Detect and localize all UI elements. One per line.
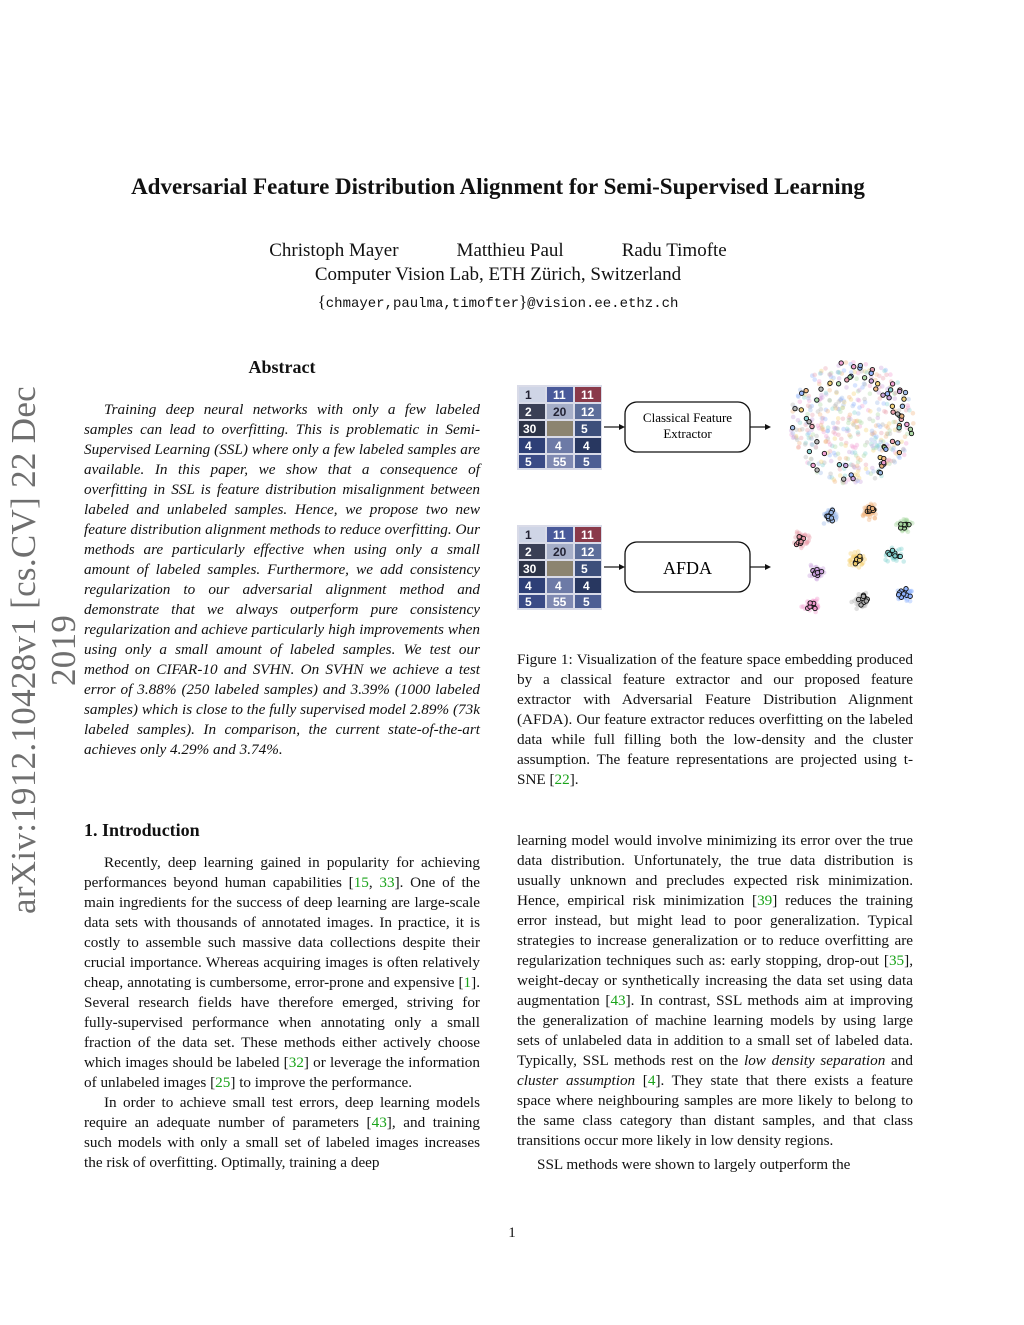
intro-column-left [84, 853, 480, 1173]
box-label: Extractor [663, 426, 712, 441]
tsne-point [815, 398, 819, 402]
tsne-point [822, 451, 826, 455]
tsne-point [829, 510, 833, 514]
tsne-point [857, 388, 862, 393]
tsne-point [847, 395, 852, 400]
tsne-point [791, 415, 796, 420]
tsne-point [864, 467, 869, 472]
tsne-point [836, 452, 841, 457]
tsne-plot-afda [792, 502, 915, 615]
digit-label: 5 [583, 455, 590, 469]
tsne-point [883, 558, 888, 563]
digit-label: 12 [581, 545, 595, 559]
tsne-point [899, 522, 903, 526]
section-heading: 1. Introduction [84, 820, 200, 840]
tsne-point [873, 436, 878, 441]
tsne-point [818, 371, 823, 376]
author-name: Matthieu Paul [456, 240, 564, 261]
tsne-point [812, 373, 817, 378]
tsne-point [810, 443, 815, 448]
tsne-point [904, 441, 909, 446]
tsne-point [890, 382, 894, 386]
tsne-point [827, 398, 832, 403]
tsne-point [908, 427, 912, 431]
tsne-point [851, 476, 855, 480]
tsne-point [815, 468, 819, 472]
tsne-point [799, 408, 803, 412]
tsne-point [879, 431, 884, 436]
citation-link[interactable]: 32 [288, 1054, 304, 1071]
tsne-point [837, 370, 842, 375]
tsne-point [829, 516, 833, 520]
paragraph: learning model would involve minimizing its error over the true data distribution. Unfortunately, the true data distribution is usually unknown and precludes expected risk minimization. Hence, empirical risk minimization [39] reduces the training error instead, but might lead to poor generalization. Typical strategies to increase generalization or to reduce overfitting are regularization techniques such as: early stopping, drop-out [35], weight-decay or synthetically increasing the data set using data augmentation [43]. In contrast, SSL methods aim at improving the generalization of machine learning models by using large sets of unlabeled data in addition to a small set of labeled data. Typically, SSL methods rest on the low density separation and cluster assumption [4]. They state that there exists a feature space where neighbouring samples are more likely to belong to the same class category than distant samples, and that class transitions occur more likely in low density regions. [517, 832, 913, 1149]
tsne-point [901, 447, 906, 452]
tsne-point [876, 382, 880, 386]
tsne-point [864, 599, 868, 603]
tsne-point [841, 406, 846, 411]
digit-label: 5 [525, 455, 532, 469]
tsne-point [908, 594, 912, 598]
tsne-point [884, 447, 888, 451]
tsne-point [897, 455, 902, 460]
tsne-point [844, 385, 849, 390]
tsne-point [891, 446, 896, 451]
abstract-heading: Abstract [248, 357, 316, 377]
digit-label: 2 [525, 545, 532, 559]
digit-label: 30 [523, 422, 537, 436]
tsne-point [799, 436, 804, 441]
digit-label: 5 [581, 422, 588, 436]
tsne-point [836, 416, 841, 421]
intro-column-right [517, 831, 913, 1175]
tsne-point [800, 391, 804, 395]
digit-image-grid-bottom [517, 525, 602, 610]
tsne-point [890, 548, 894, 552]
email-users: chmayer,paulma,timofter [325, 296, 519, 312]
tsne-point [869, 379, 873, 383]
citation-link[interactable]: 22 [554, 771, 570, 788]
tsne-point [793, 406, 797, 410]
tsne-point [809, 563, 814, 568]
tsne-point [842, 477, 846, 481]
tsne-point [863, 443, 868, 448]
paper-title: Adversarial Feature Distribution Alignment for Semi-Supervised Learning [131, 174, 865, 199]
tsne-plot-classical [789, 360, 916, 485]
figure-1-graphic [512, 350, 922, 625]
tsne-point [890, 439, 894, 443]
tsne-point [862, 453, 867, 458]
tsne-point [861, 514, 866, 519]
tsne-point [875, 400, 880, 405]
tsne-point [827, 388, 832, 393]
digit-label: 11 [581, 388, 594, 402]
tsne-point [895, 412, 899, 416]
tsne-point [833, 404, 838, 409]
tsne-point [873, 516, 878, 521]
tsne-point [829, 459, 834, 464]
tsne-point [838, 473, 843, 478]
tsne-point [895, 380, 900, 385]
tsne-point [896, 441, 900, 445]
tsne-point [832, 451, 837, 456]
tsne-point [843, 443, 848, 448]
tsne-point [836, 420, 841, 425]
digit-label: 4 [583, 579, 590, 593]
tsne-point [798, 400, 803, 405]
author-name: Radu Timofte [621, 240, 727, 261]
tsne-point [850, 444, 855, 449]
paragraph: In order to achieve small test errors, deep learning models require an adequate number of parameters [43], and training such models with only a small set of labeled images increases the risk of overfitting. Optimally, training a deep [84, 1094, 480, 1171]
tsne-point [893, 396, 898, 401]
tsne-point [818, 402, 823, 407]
tsne-point [838, 409, 843, 414]
tsne-point [839, 361, 843, 365]
tsne-point [887, 552, 891, 556]
tsne-point [837, 456, 842, 461]
tsne-point [897, 450, 901, 454]
tsne-point [890, 404, 894, 408]
tsne-point [799, 540, 803, 544]
tsne-point [841, 417, 846, 422]
tsne-point [879, 440, 884, 445]
tsne-point [806, 396, 811, 401]
tsne-point [811, 463, 815, 467]
tsne-point [848, 413, 853, 418]
tsne-point [900, 404, 904, 408]
tsne-point [864, 370, 869, 375]
citation-link[interactable]: 1 [463, 974, 472, 991]
tsne-point [846, 477, 851, 482]
tsne-point [819, 393, 824, 398]
caption-text: Visualization of the feature space embedding produced by a classical feature extractor and our proposed feature extractor with Adversarial Feature Distribution Alignment (AFDA). Our feature extractor reduces overfitting on the labeled data while full filling both the low-density and the cluster assumption. The feature representations are projected using t-SNE [ [517, 651, 914, 788]
digit-label: 20 [553, 405, 567, 419]
digit-label: 55 [553, 455, 567, 469]
tsne-point [881, 393, 885, 397]
tsne-point [802, 395, 807, 400]
tsne-point [905, 403, 910, 408]
tsne-point [902, 453, 907, 458]
tsne-point [858, 554, 862, 558]
tsne-point [911, 411, 916, 416]
tsne-point [867, 417, 872, 422]
tsne-point [885, 431, 890, 436]
caption-label: Figure 1: [517, 651, 573, 668]
digit-label: 4 [555, 579, 562, 593]
tsne-point [861, 594, 865, 598]
tsne-point [807, 420, 811, 424]
tsne-point [891, 410, 895, 414]
tsne-point [827, 372, 832, 377]
digit-label: 11 [553, 528, 566, 542]
author-name: Christoph Mayer [269, 240, 399, 261]
tsne-point [807, 449, 811, 453]
digit-label: 12 [581, 405, 595, 419]
tsne-point [874, 387, 878, 391]
paragraph: Recently, deep learning gained in popularity for achieving performances beyond human capabilities [15, 33]. One of the main ingredients for the success of deep learning are large-scale data sets with thousands of annotated images. In practice, it is costly to assemble such massive data collections despite their crucial importance. Whereas acquiring images is often relatively cheap, annotating is cumbersome, error-prone and expensive [1]. Several research fields have therefore emerged, striving for fully-supervised performance when annotating only a small fraction of the data set. These methods either actively choose which images should be labeled [32] or leverage the information of unlabeled images [25] to improve the performance. [84, 854, 481, 1091]
tsne-point [807, 436, 812, 441]
tsne-point [855, 425, 860, 430]
tsne-point [819, 460, 824, 465]
citation-link[interactable]: 33 [379, 874, 395, 891]
tsne-point [804, 455, 809, 460]
tsne-point [847, 418, 852, 423]
tsne-point [833, 436, 838, 441]
tsne-point [844, 463, 848, 467]
tsne-point [882, 369, 887, 374]
digit-label: 5 [581, 562, 588, 576]
citation-link[interactable]: 39 [757, 892, 773, 909]
tsne-point [847, 558, 852, 563]
tsne-point [831, 421, 836, 426]
digit-label: 11 [581, 528, 594, 542]
tsne-point [814, 434, 819, 439]
abstract-text: Training deep neural networks with only a few labeled samples can lead to overfitting. This is problematic in Semi-Supervised Learning (SSL) where only a few labeled samples are available. In this paper, we show that a consequence of overfitting in SSL is feature distribution misalignment between labeled and unlabeled samples. Hence, we propose two new feature distribution alignment methods to reduce overfitting. Our methods are particularly effective when using only a small amount of labeled samples. Furthermore, we add consistency regularization to our adversarial alignment method and demonstrate that we always outperform pure consistency regularization and achieve particularly high improvements when using only a small amount of labeled samples. We test our method on CIFAR-10 and SVHN. On SVHN we achieve a test error of 3.88% (250 labeled samples) and 3.39% (1000 labeled samples) which is close to the fully supervised model 2.89% (73k labeled samples). In comparison, the current state-of-the-art achieves only 4.29% and 3.74%. [84, 401, 480, 758]
tsne-point [857, 405, 862, 410]
citation-link[interactable]: 35 [888, 952, 905, 969]
tsne-point [869, 371, 873, 375]
citation-link[interactable]: 25 [215, 1074, 231, 1091]
tsne-point [828, 442, 833, 447]
tsne-point [817, 426, 822, 431]
digit-label: 4 [525, 579, 532, 593]
tsne-point [909, 431, 913, 435]
digit-label: 4 [583, 439, 590, 453]
digit-label: 4 [525, 439, 532, 453]
tsne-point [897, 426, 901, 430]
digit-label: 5 [583, 595, 590, 609]
tsne-point [881, 401, 886, 406]
tsne-point [821, 427, 826, 432]
citation-link[interactable]: 15 [353, 874, 369, 891]
author-emails: {chmayer,paulma,timofter}@vision.ee.ethz.ch [317, 292, 679, 312]
tsne-point [864, 463, 869, 468]
tsne-point [856, 430, 861, 435]
tsne-point [822, 521, 827, 526]
tsne-point [804, 388, 808, 392]
digit-label: 30 [523, 562, 537, 576]
tsne-point [797, 535, 801, 539]
digit-label: 2 [525, 405, 532, 419]
tsne-point [862, 397, 867, 402]
tsne-point [833, 479, 838, 484]
tsne-point [825, 429, 830, 434]
tsne-point [805, 428, 810, 433]
tsne-point [877, 374, 882, 379]
tsne-point [834, 390, 839, 395]
tsne-point [853, 383, 858, 388]
tsne-point [873, 476, 878, 481]
tsne-point [903, 390, 907, 394]
tsne-point [869, 437, 874, 442]
tsne-point [837, 376, 842, 381]
tsne-point [823, 417, 828, 422]
tsne-point [877, 407, 882, 412]
tsne-point [842, 400, 847, 405]
tsne-point [815, 440, 819, 444]
tsne-point [902, 397, 906, 401]
digit-label: 4 [555, 439, 562, 453]
tsne-point [885, 392, 889, 396]
tsne-point [856, 411, 861, 416]
digit-label: 11 [553, 388, 566, 402]
tsne-point [831, 430, 836, 435]
tsne-point [855, 479, 860, 484]
tsne-point [853, 562, 857, 566]
tsne-point [827, 475, 832, 480]
tsne-point [847, 433, 852, 438]
tsne-point [856, 597, 860, 601]
tsne-point [800, 427, 805, 432]
tsne-point [790, 426, 794, 430]
tsne-point [855, 464, 860, 469]
tsne-point [836, 433, 841, 438]
tsne-point [852, 365, 856, 369]
citation-link[interactable]: 43 [371, 1114, 387, 1131]
tsne-point [805, 541, 810, 546]
tsne-point [896, 593, 900, 597]
tsne-point [839, 437, 844, 442]
tsne-point [900, 414, 904, 418]
tsne-point [852, 402, 857, 407]
tsne-point [836, 382, 840, 386]
box-label: AFDA [662, 558, 713, 578]
tsne-point [868, 391, 873, 396]
tsne-point [857, 419, 862, 424]
tsne-point [792, 435, 797, 440]
tsne-point [819, 387, 823, 391]
tsne-point [888, 388, 892, 392]
affiliation: Computer Vision Lab, ETH Zürich, Switzerland [314, 264, 682, 285]
tsne-point [799, 546, 804, 551]
tsne-point [825, 409, 830, 414]
email-domain: @vision.ee.ethz.ch [527, 296, 679, 312]
tsne-point [878, 424, 883, 429]
tsne-point [904, 587, 908, 591]
caption-text: ]. [569, 771, 579, 788]
tsne-point [911, 421, 916, 426]
tsne-point [859, 603, 863, 607]
tsne-point [824, 439, 829, 444]
tsne-point [839, 442, 844, 447]
citation-link[interactable]: 43 [610, 992, 626, 1009]
tsne-point [884, 373, 889, 378]
tsne-point [902, 592, 906, 596]
tsne-point [852, 391, 857, 396]
tsne-point [905, 422, 909, 426]
digit-label: 1 [525, 388, 532, 402]
digit-label: 5 [525, 595, 532, 609]
tsne-point [882, 460, 886, 464]
tsne-point [810, 413, 815, 418]
tsne-point [870, 444, 875, 449]
tsne-point [803, 442, 808, 447]
figure-1 [512, 350, 922, 625]
tsne-point [898, 554, 902, 558]
tsne-point [810, 424, 814, 428]
tsne-point [893, 554, 897, 558]
tsne-point [844, 456, 849, 461]
tsne-point [901, 559, 906, 564]
figure-caption [517, 650, 913, 790]
paragraph: SSL methods were shown to largely outperform the [537, 1156, 851, 1173]
tsne-point [886, 425, 891, 430]
citation-link[interactable]: 4 [647, 1072, 656, 1089]
tsne-point [813, 606, 817, 610]
tsne-point [882, 409, 887, 414]
tsne-point [824, 391, 829, 396]
tsne-point [854, 376, 859, 381]
tsne-point [823, 366, 828, 371]
tsne-point [808, 408, 813, 413]
tsne-point [837, 463, 841, 467]
tsne-point [853, 450, 858, 455]
tsne-point [844, 360, 849, 365]
tsne-point [845, 378, 849, 382]
tsne-point [808, 601, 812, 605]
tsne-point [824, 434, 829, 439]
arxiv-identifier: arXiv:1912.10428v1 [cs.CV] 22 Dec 2019 [4, 386, 83, 914]
tsne-point [891, 420, 896, 425]
tsne-point [876, 416, 881, 421]
box-label: Classical Feature [642, 410, 733, 425]
tsne-point [796, 445, 801, 450]
digit-label: 20 [553, 545, 567, 559]
tsne-point [812, 377, 817, 382]
tsne-point [878, 471, 882, 475]
tsne-point [864, 428, 869, 433]
tsne-point [845, 427, 850, 432]
tsne-point [796, 418, 801, 423]
tsne-point [871, 469, 876, 474]
tsne-point [862, 381, 867, 386]
tsne-point [856, 460, 861, 465]
tsne-point [855, 443, 860, 448]
tsne-point [897, 389, 901, 393]
tsne-point [868, 409, 873, 414]
page-number: 1 [508, 1225, 516, 1241]
author-list [60, 240, 936, 262]
tsne-point [815, 570, 819, 574]
tsne-point [852, 410, 857, 415]
digit-label: 55 [553, 595, 567, 609]
tsne-point [906, 397, 911, 402]
tsne-point [891, 459, 896, 464]
tsne-point [817, 379, 822, 384]
tsne-point [835, 427, 840, 432]
tsne-point [857, 398, 862, 403]
tsne-point [870, 506, 874, 510]
tsne-point [864, 362, 869, 367]
digit-image-grid-top [517, 385, 602, 470]
tsne-point [809, 457, 814, 462]
tsne-point [828, 381, 832, 385]
tsne-point [842, 368, 847, 373]
tsne-point [862, 376, 866, 380]
digit-label: 1 [525, 528, 532, 542]
tsne-point [868, 384, 873, 389]
tsne-point [870, 429, 875, 434]
tsne-point [856, 371, 861, 376]
tsne-point [838, 467, 843, 472]
tsne-point [858, 363, 862, 367]
tsne-point [819, 407, 824, 412]
